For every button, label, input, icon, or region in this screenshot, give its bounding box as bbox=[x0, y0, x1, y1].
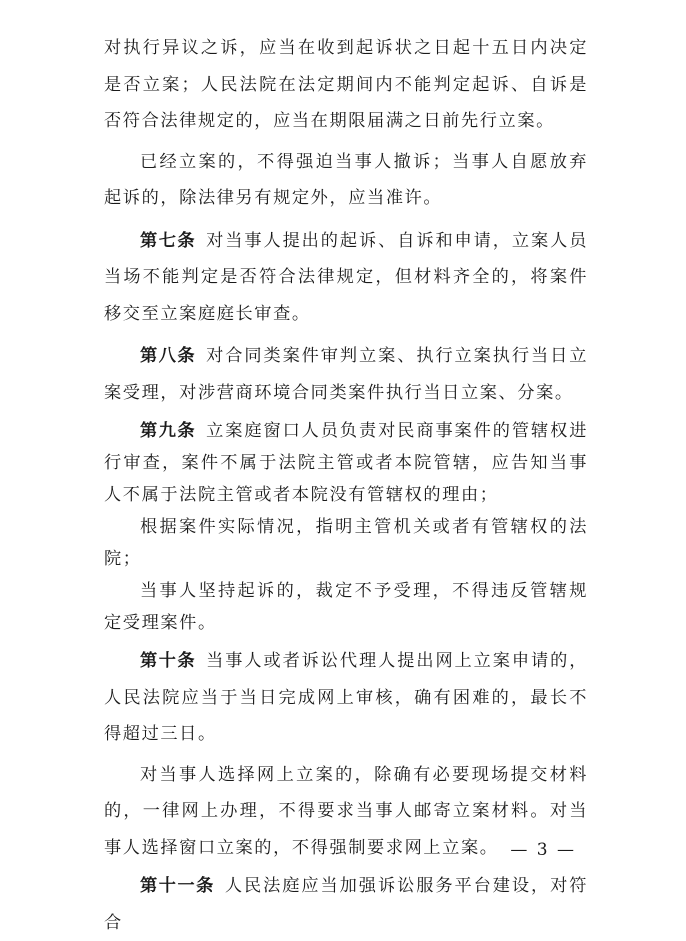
paragraph bbox=[104, 511, 588, 575]
paragraph bbox=[104, 144, 588, 217]
article-heading: 第八条 bbox=[140, 346, 197, 366]
page-number: — 3 — bbox=[510, 840, 576, 860]
paragraph-text: 对当事人选择网上立案的，除确有必要现场提交材料的，一律网上办理，不得要求当事人邮寄立案材料。对当事人选择窗口立案的，不得强制要求网上立案。 bbox=[104, 764, 588, 858]
paragraph-text: 当事人坚持起诉的，裁定不予受理，不得违反管辖规定受理案件。 bbox=[104, 581, 588, 633]
paragraph-text: 对执行异议之诉，应当在收到起诉状之日起十五日内决定是否立案；人民法院在法定期间内不能判定起诉、自诉是否符合法律规定的，应当在期限届满之日前先行立案。 bbox=[104, 38, 588, 131]
paragraph-text: 对当事人提出的起诉、自诉和申请，立案人员当场不能判定是否符合法律规定，但材料齐全的，将案件移交至立案庭庭长审查。 bbox=[104, 230, 588, 324]
article-paragraph bbox=[104, 338, 588, 411]
article-paragraph bbox=[104, 223, 588, 333]
paragraph-text: 已经立案的，不得强迫当事人撤诉；当事人自愿放弃起诉的，除法律另有规定外，应当准许。 bbox=[104, 151, 588, 208]
paragraph-text: 对合同类案件审判立案、执行立案执行当日立案受理，对涉营商环境合同类案件执行当日立案、分案。 bbox=[104, 346, 588, 403]
article-heading: 第十条 bbox=[140, 651, 197, 671]
paragraph bbox=[104, 575, 588, 639]
paragraph bbox=[104, 30, 588, 140]
article-paragraph bbox=[104, 415, 588, 511]
paragraph-text: 立案庭窗口人员负责对民商事案件的管辖权进行审查，案件不属于法院主管或者本院管辖，应告知当事人不属于法院主管或者本院没有管辖权的理由； bbox=[104, 421, 588, 505]
paragraph-text: 根据案件实际情况，指明主管机关或者有管辖权的法院； bbox=[104, 517, 588, 569]
article-paragraph bbox=[104, 868, 588, 941]
article-paragraph bbox=[104, 643, 588, 753]
article-heading: 第十一条 bbox=[140, 876, 215, 896]
article-heading: 第九条 bbox=[140, 421, 197, 441]
article-heading: 第七条 bbox=[140, 230, 197, 251]
paragraph-text: 人民法庭应当加强诉讼服务平台建设，对符合 bbox=[104, 876, 588, 933]
document-body bbox=[104, 30, 588, 941]
paragraph-text: 当事人或者诉讼代理人提出网上立案申请的，人民法院应当于当日完成网上审核，确有困难的，最长不得超过三日。 bbox=[104, 651, 588, 744]
